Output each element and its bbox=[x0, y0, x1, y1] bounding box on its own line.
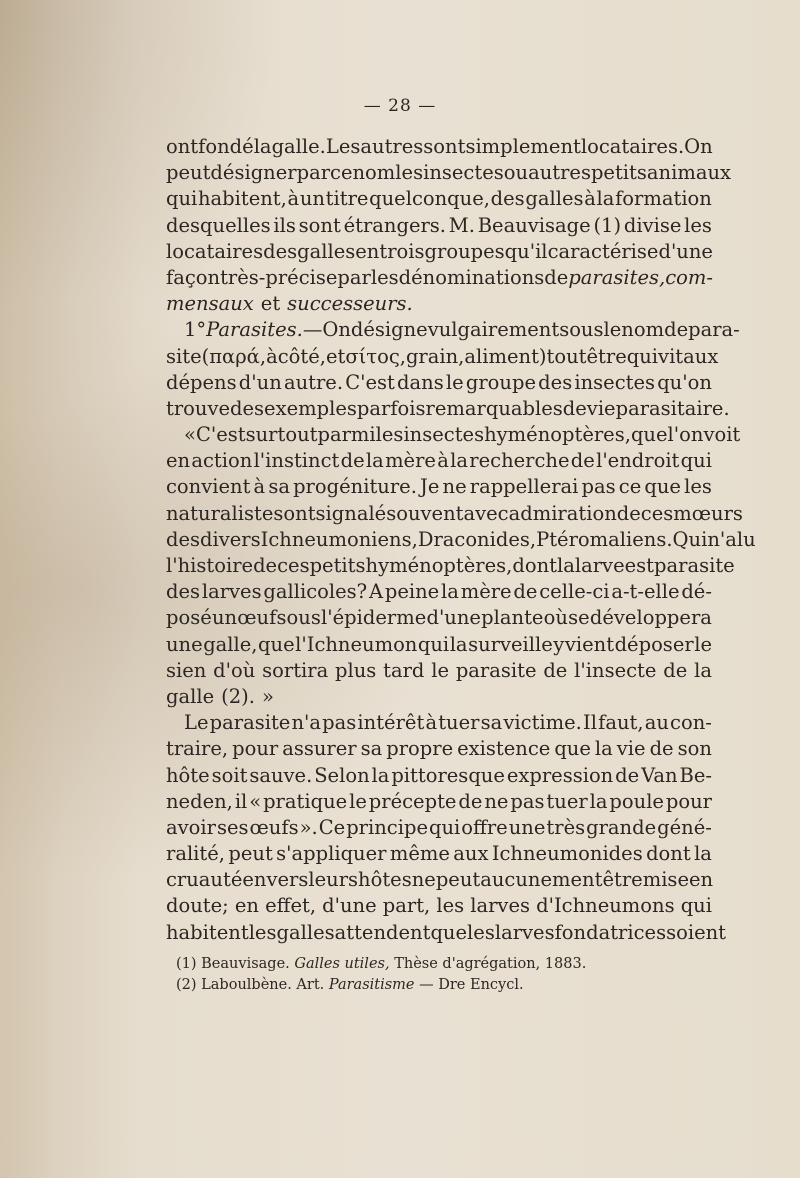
text-line: dépens d'un autre. C'est dans le groupe des insectes qu'on bbox=[166, 370, 712, 394]
text-line: l'histoire de ces petits hyménoptères, dont la larve est parasite bbox=[166, 554, 735, 577]
text-line: site (παρά, à côté, et σίτος, grain, aliment) tout être qui vit aux bbox=[166, 344, 719, 368]
footnote bbox=[176, 975, 696, 996]
text-line: posé un œuf sous l'épiderme d'une plante où se développera bbox=[166, 606, 712, 630]
text-line: ralité, peut s'appliquer même aux Ichneumonides dont la bbox=[166, 842, 712, 866]
text-line: sien d'où sortira plus tard le parasite de l'insecte de la bbox=[166, 658, 712, 682]
text-line: des larves gallicoles? A peine la mère de celle-ci a-t-elle dé- bbox=[166, 580, 712, 604]
text-line: doute; en effet, d'une part, les larves d'Ichneumons qui bbox=[166, 894, 712, 918]
text-line: convient à sa progéniture. Je ne rappellerai pas ce que les bbox=[166, 475, 712, 499]
text-line: peut désigner par ce nom les insectes ou autres petits animaux bbox=[166, 161, 731, 185]
text-line: hôte soit sauve. Selon la pittoresque expression de Van Be- bbox=[166, 763, 712, 787]
text-line: ont fondé la galle. Les autres sont simplement locataires. On bbox=[166, 135, 713, 158]
text-line: Le parasite n'a pas intérêt à tuer sa victime. Il faut, au con- bbox=[184, 711, 712, 735]
text-line: qui habitent, à un titre quelconque, des galles à la formation bbox=[166, 187, 712, 211]
footnote-number: (2) bbox=[176, 977, 202, 993]
text-line: 1° Parasites.— On désigne vulgairement sous le nom de para- bbox=[184, 318, 740, 342]
text-line: avoir ses œufs ». Ce principe qui offre une très grande géné- bbox=[166, 815, 712, 839]
text-line: en action l'instinct de la mère à la recherche de l'endroit qui bbox=[166, 449, 712, 473]
footnotes bbox=[176, 954, 696, 996]
footnote-title: Parasitisme bbox=[328, 977, 415, 993]
footnote-text: Laboulbène. Art. bbox=[201, 977, 329, 993]
footnote-text: Thèse d'agrégation, 1883. bbox=[389, 956, 587, 972]
footnote-text: — Dre Encycl. bbox=[414, 977, 524, 993]
text-line: habitent les galles attendent que les larves fondatrices soient bbox=[166, 920, 727, 944]
text-line: locataires des galles en trois groupes qu'il caractérise d'une bbox=[166, 239, 713, 263]
text-line: neden, il « pratique le précepte de ne pas tuer la poule pour bbox=[166, 789, 712, 813]
text-line: cruauté envers leurs hôtes ne peut aucunement être mise en bbox=[166, 868, 714, 892]
text-line: desquelles ils sont étrangers. M. Beauvisage (1) divise les bbox=[166, 213, 712, 237]
text-line: « C'est surtout parmi les insectes hyménoptères, que l'on voit bbox=[184, 423, 741, 447]
text-line: trouve des exemples parfois remarquables de vie parasitaire. bbox=[166, 396, 730, 420]
text-line: mensaux et successeurs. bbox=[166, 292, 413, 316]
body-text bbox=[166, 134, 756, 946]
footnote-text: Beauvisage. bbox=[201, 956, 295, 972]
footnote bbox=[176, 954, 696, 975]
text-line: une galle, que l'Ichneumon qui la surveille y vient déposer le bbox=[166, 632, 712, 656]
text-line: naturalistes ont signalé souvent avec admiration de ces mœurs bbox=[166, 501, 743, 525]
text-line: façon très-précise par les dénominations de parasites, com- bbox=[166, 265, 713, 289]
footnote-title: Galles utiles, bbox=[294, 956, 390, 972]
page-number: — 28 — bbox=[363, 96, 437, 116]
text-line: traire, pour assurer sa propre existence que la vie de son bbox=[166, 737, 712, 761]
footnote-number: (1) bbox=[176, 956, 202, 972]
text-line: des divers Ichneumoniens, Draconides, Ptéromaliens. Qui n'a lu bbox=[166, 527, 756, 551]
text-line: galle (2). » bbox=[166, 684, 274, 708]
